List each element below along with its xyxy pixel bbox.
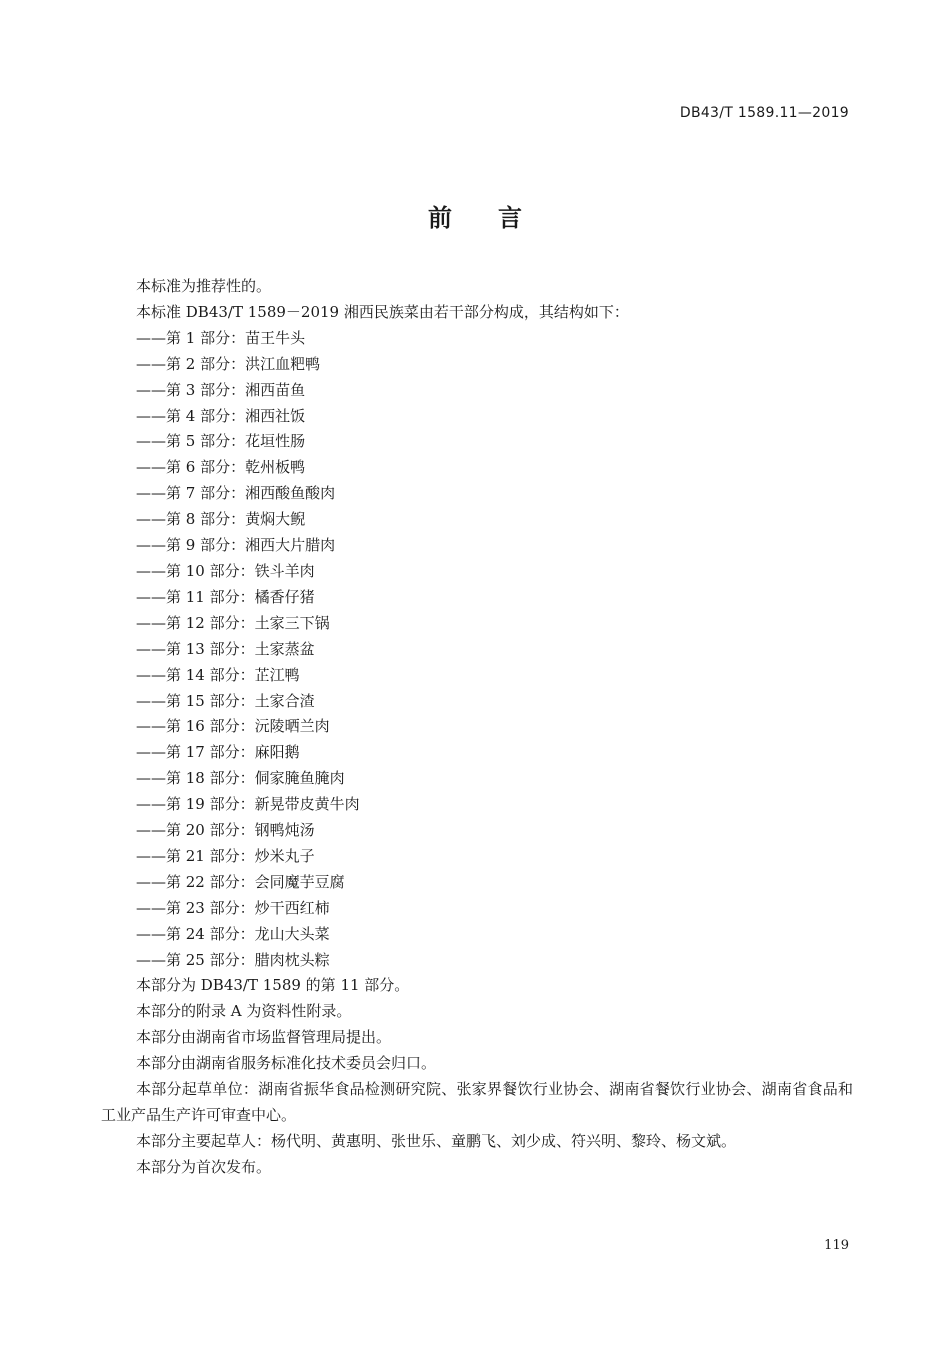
- page-title: [0, 198, 950, 233]
- list-item: ——第 3 部分：湘西苗鱼: [136, 380, 306, 399]
- title-char-1: 前: [428, 204, 452, 232]
- drafters-statement: 本部分主要起草人：杨代明、黄惠明、张世乐、童鹏飞、刘少成、符兴明、黎玲、杨文斌。: [136, 1131, 737, 1150]
- list-item: ——第 4 部分：湘西社饭: [136, 406, 306, 425]
- list-item: ——第 10 部分：铁斗羊肉: [136, 561, 315, 580]
- list-item: ——第 24 部分：龙山大头菜: [136, 924, 330, 943]
- list-item: ——第 22 部分：会同魔芋豆腐: [136, 872, 345, 891]
- list-item: ——第 16 部分：沅陵晒兰肉: [136, 717, 330, 736]
- list-item: ——第 19 部分：新晃带皮黄牛肉: [136, 795, 360, 814]
- first-release-statement: 本部分为首次发布。: [136, 1157, 272, 1176]
- list-item: ——第 23 部分：炒干西红柿: [136, 898, 330, 917]
- intro-line-1: 本标准为推荐性的。: [136, 277, 272, 295]
- intro-line-2: 本标准 DB43/T 1589－2019 湘西民族菜由若干部分构成，其结构如下：: [136, 302, 629, 321]
- page-number: 119: [824, 1238, 849, 1253]
- proposed-by-statement: 本部分由湖南省市场监督管理局提出。: [136, 1028, 392, 1047]
- list-item: ——第 25 部分：腊肉枕头粽: [136, 950, 330, 969]
- list-item: ——第 21 部分：炒米丸子: [136, 846, 315, 865]
- title-char-2: 言: [498, 204, 522, 232]
- list-item: ——第 5 部分：花垣性肠: [136, 432, 306, 451]
- list-item: ——第 13 部分：土家蒸盆: [136, 639, 315, 658]
- standard-code: DB43/T 1589.11—2019: [679, 105, 849, 121]
- list-item: ——第 20 部分：钢鸭炖汤: [136, 821, 315, 840]
- annex-statement: 本部分的附录 A 为资料性附录。: [136, 1002, 352, 1021]
- drafting-units-statement: 本部分起草单位：湖南省振华食品检测研究院、张家界餐饮行业协会、湖南省餐饮行业协会、湖南省食品和工业产品生产许可审查中心。: [101, 1080, 853, 1124]
- list-item: ——第 9 部分：湘西大片腊肉: [136, 536, 336, 555]
- list-item: ——第 15 部分：土家合渣: [136, 691, 315, 710]
- list-item: ——第 8 部分：黄焖大鲵: [136, 510, 306, 529]
- list-item: ——第 18 部分：侗家腌鱼腌肉: [136, 769, 345, 788]
- list-item: ——第 14 部分：芷江鸭: [136, 665, 300, 684]
- list-item: ——第 6 部分：乾州板鸭: [136, 458, 306, 477]
- parts-list: [101, 326, 853, 974]
- foreword-body: [101, 274, 853, 1181]
- centralized-by-statement: 本部分由湖南省服务标准化技术委员会归口。: [136, 1054, 437, 1073]
- list-item: ——第 1 部分：苗王牛头: [136, 328, 306, 347]
- list-item: ——第 2 部分：洪江血粑鸭: [136, 354, 321, 373]
- list-item: ——第 17 部分：麻阳鹅: [136, 743, 300, 762]
- list-item: ——第 7 部分：湘西酸鱼酸肉: [136, 484, 336, 503]
- list-item: ——第 12 部分：土家三下锅: [136, 613, 330, 632]
- list-item: ——第 11 部分：橘香仔猪: [136, 587, 315, 606]
- part-of-statement: 本部分为 DB43/T 1589 的第 11 部分。: [136, 976, 410, 995]
